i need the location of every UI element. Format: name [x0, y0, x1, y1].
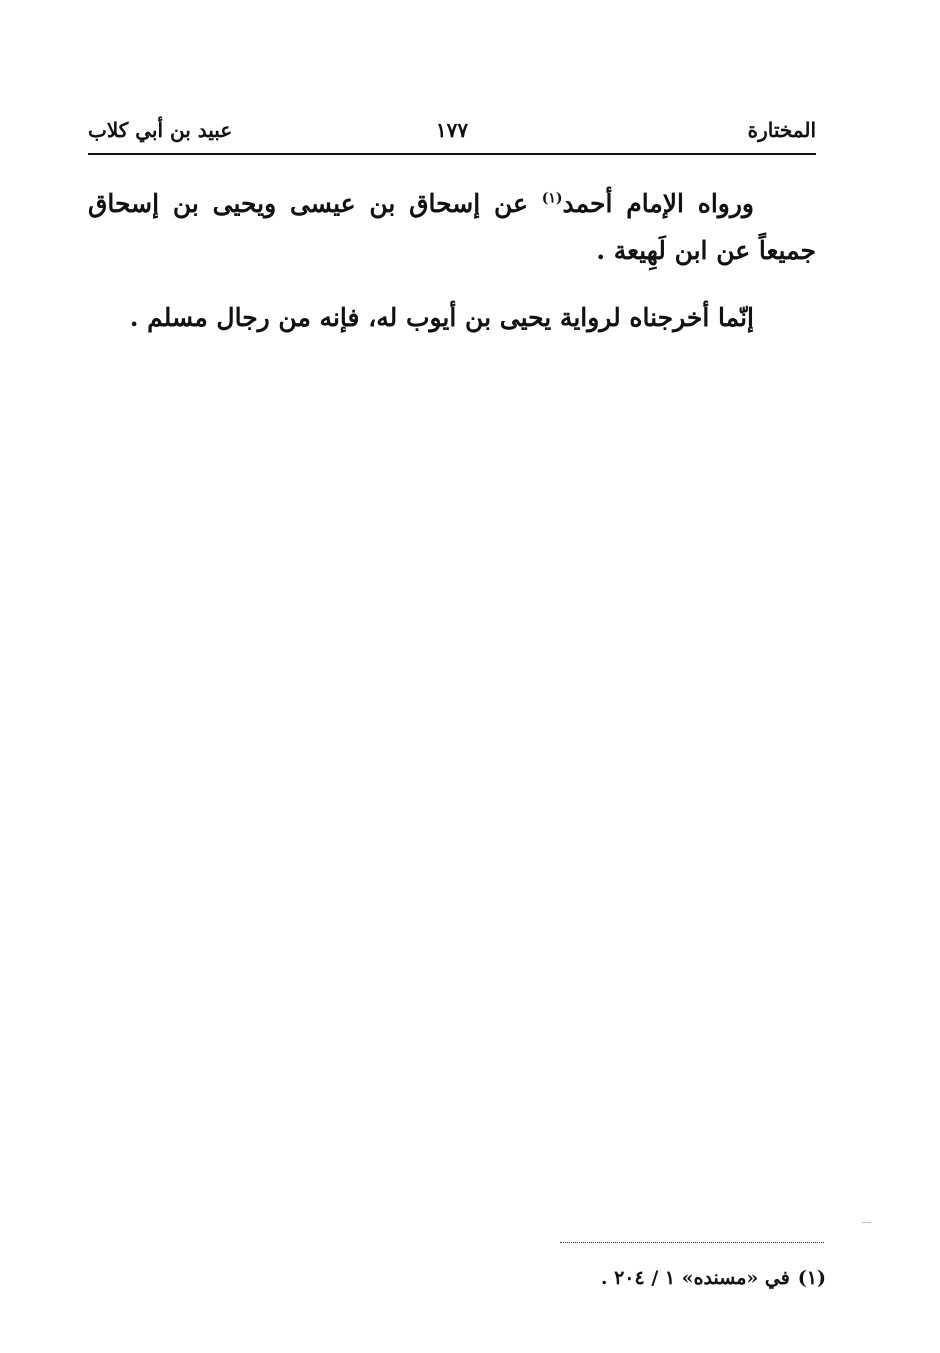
footnote-text: في «مسنده» ١ / ٢٠٤ .	[600, 1267, 790, 1289]
paragraph-2: إنّما أخرجناه لرواية يحيى بن أيوب له، فإنه من رجال مسلم .	[129, 303, 754, 332]
header-rule	[88, 153, 816, 155]
book-title: المختارة	[747, 118, 816, 142]
page-number: ١٧٧	[435, 118, 469, 142]
footnote-reference: (١)	[541, 190, 563, 207]
paragraph-1	[88, 180, 816, 274]
paragraph-1-text-end: عن إسحاق بن عيسى ويحيى بن إسحاق جميعاً عن ابن لَهِيعة .	[88, 189, 816, 265]
section-title: عبيد بن أبي كلاب	[88, 118, 233, 142]
scan-speck	[862, 1222, 871, 1223]
main-text	[88, 180, 816, 341]
paragraph-1-text-start: ورواه الإمام أحمد	[562, 189, 754, 218]
running-header	[88, 112, 816, 152]
footnote-1	[560, 1262, 826, 1294]
footnote-separator	[560, 1242, 824, 1243]
footnote-number: (١)	[797, 1267, 826, 1289]
